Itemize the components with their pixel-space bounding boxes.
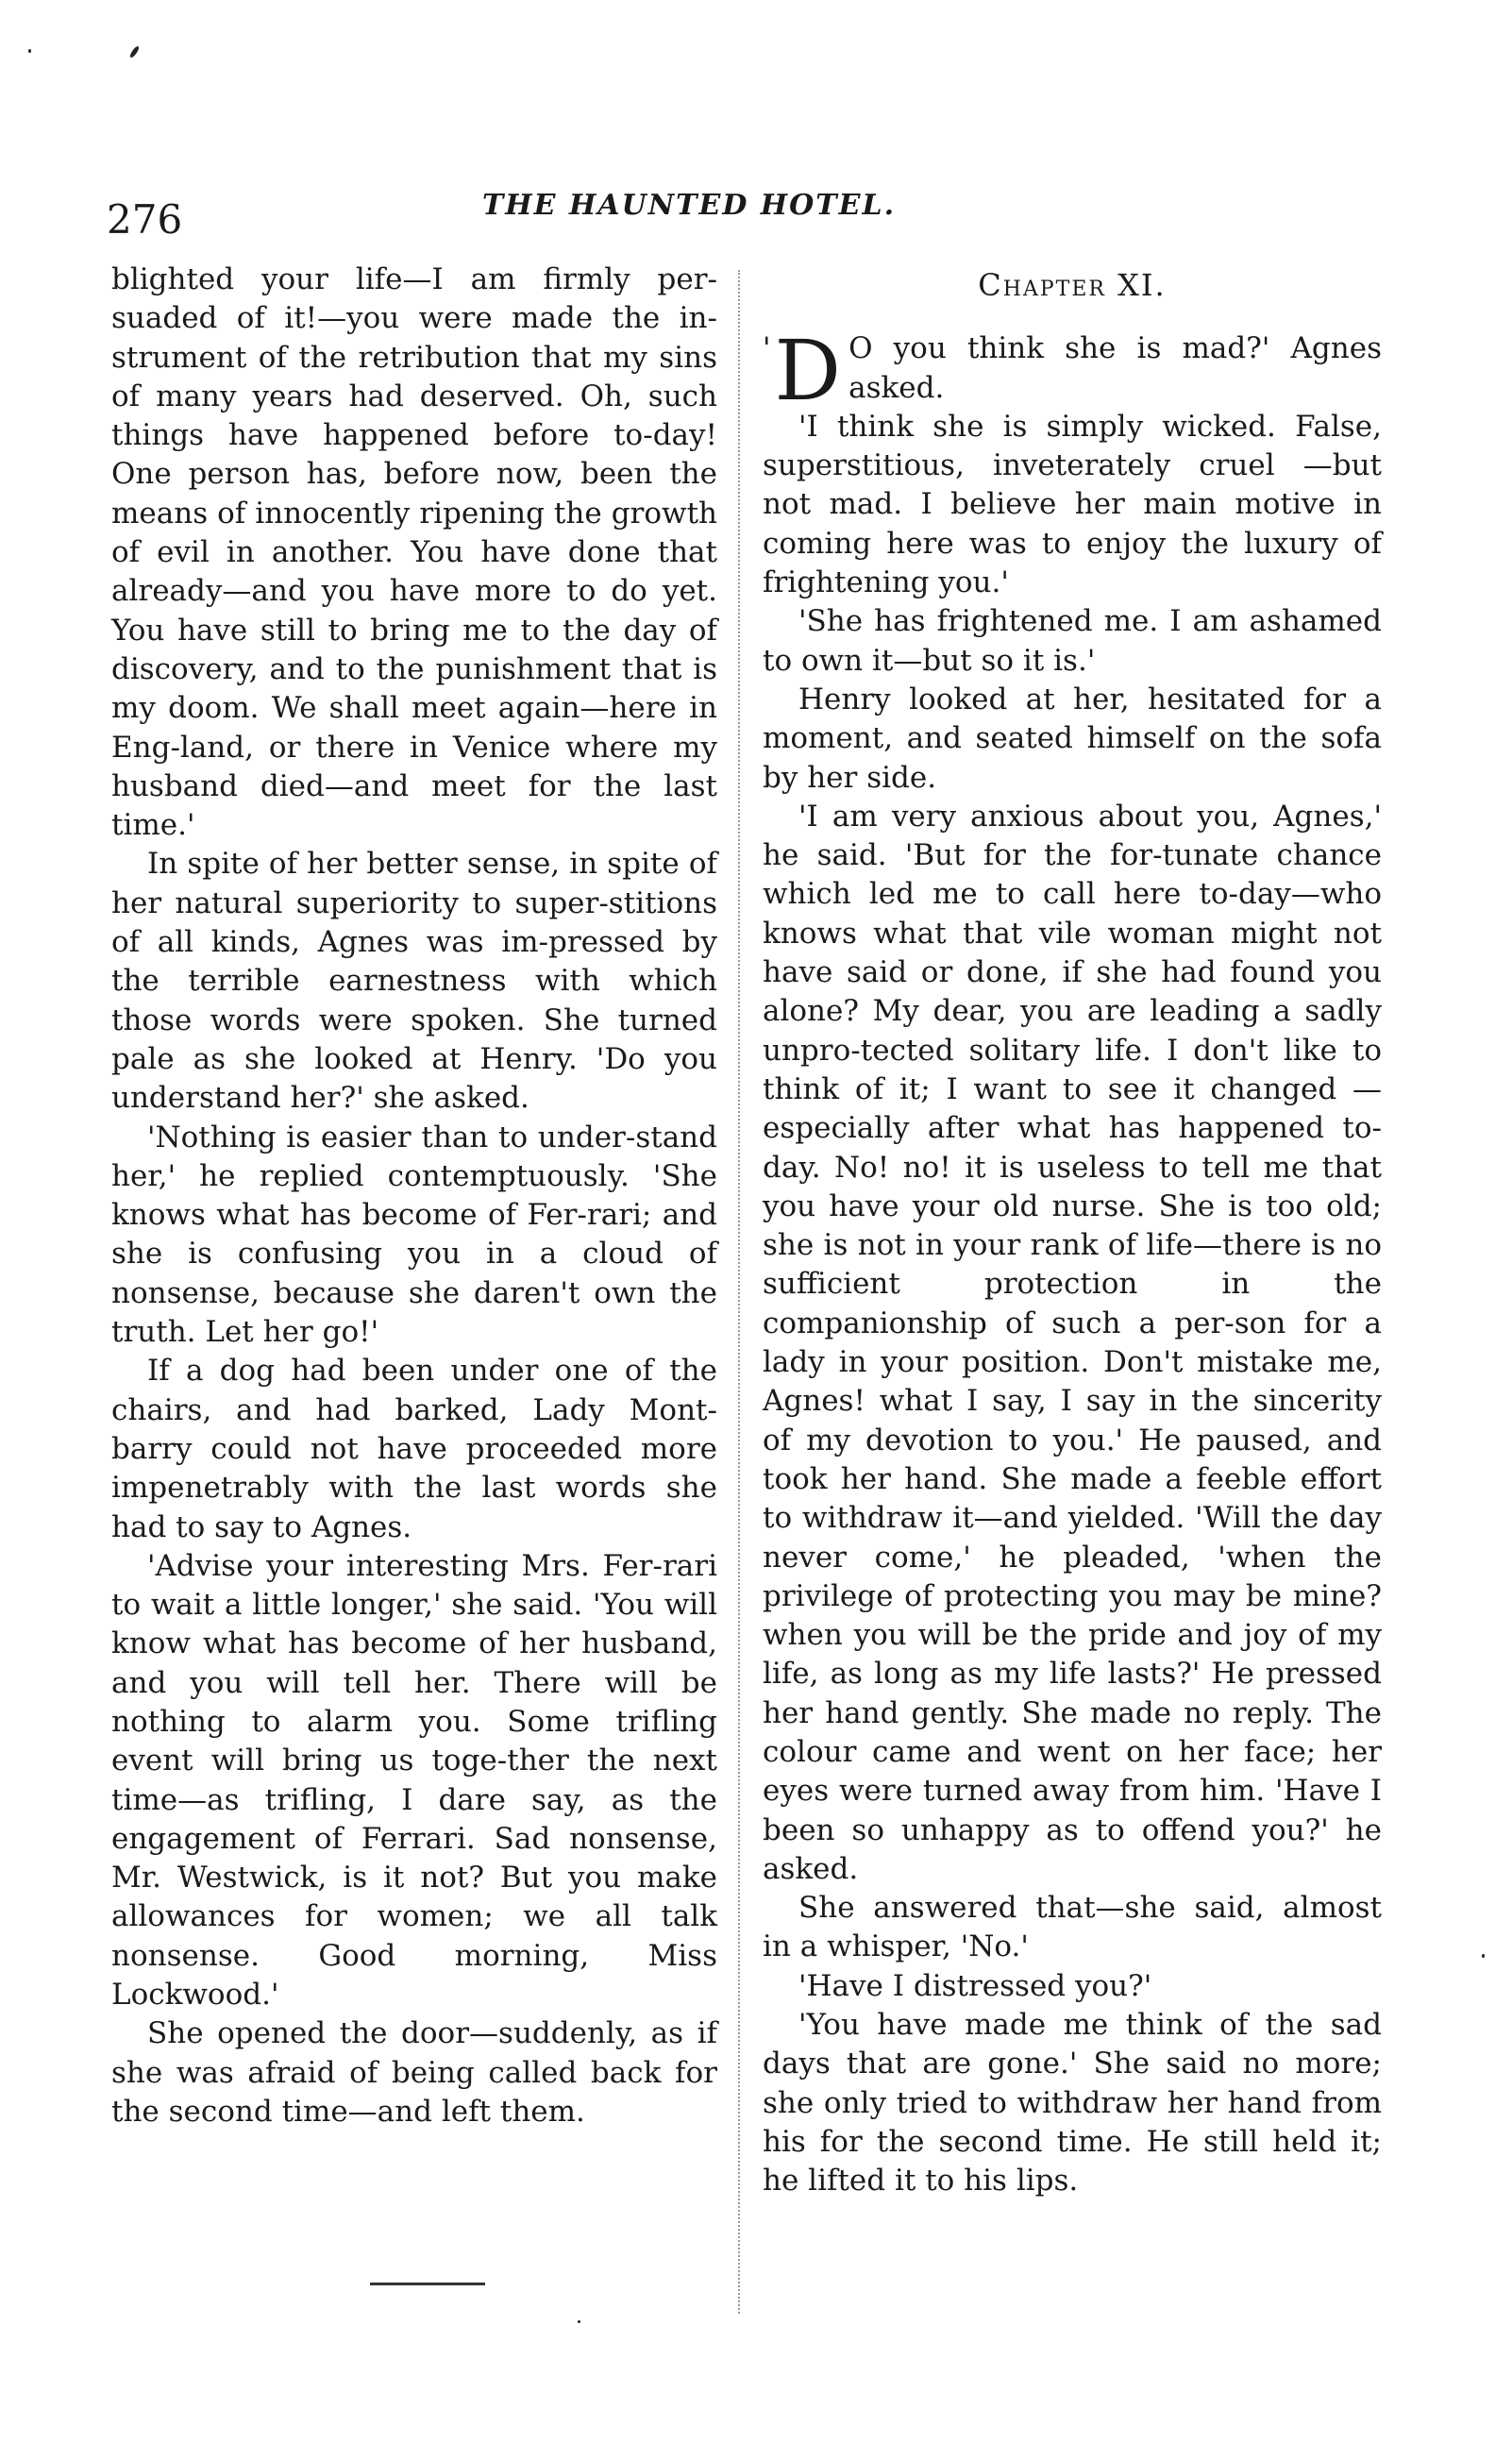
paragraph: She opened the door—suddenly, as if she was afraid of being called back for the second time—and left them. (111, 2016, 717, 2129)
paragraph: 'Nothing is easier than to under-stand her,' he replied contemptuously. 'She knows what has become of Fer-rari; and she is confusing you in a cloud of nonsense, because she daren't own the truth. Let her go!' (111, 1120, 717, 1350)
paragraph: If a dog had been under one of the chairs, and had barked, Lady Mont-barry could not have proceeded more impenetrably with the last words she had to say to Agnes. (111, 1354, 717, 1544)
scan-speck (578, 2320, 580, 2323)
paragraph: She answered that—she said, almost in a whisper, 'No.' (763, 1891, 1382, 1964)
opening-paragraph (763, 322, 1382, 420)
chapter-heading: Chapter XI. (978, 267, 1167, 303)
scan-speck (128, 45, 140, 59)
paragraph: 'Advise your interesting Mrs. Fer-rari to wait a little longer,' she said. 'You will know what has become of her husband, and you will tell her. There will be nothing to alarm you. Some trifling event will bring us toge-ther the next time—as trifling, I dare say, as the engagement of Ferrari. Sad nonsense, Mr. Westwick, is it not? But you make allowances for women; we all talk nonsense. Good morning, Miss Lockwood.' (111, 1548, 717, 2013)
paragraph: In spite of her better sense, in spite of her natural superiority to super-stitions of all kinds, Agnes was im-pressed by the terrible earnestness with which those words were spoken. She turned pale as she looked at Henry. 'Do you understand her?' she asked. (111, 847, 717, 1116)
paragraph: 'Have I distressed you?' (798, 1968, 1152, 2003)
paragraph: 'I am very anxious about you, Agnes,' he said. 'But for the for-tunate chance which led me to call here to-day—who knows what that vile woman might not have said or done, if she had found you alone? My dear, you are leading a sadly unpro-tected solitary life. I don't like to think of it; I want to see it changed —especially after what has happened to-day. No! no! it is useless to tell me that you have your old nurse. She is too old; she is not in your rank of life—there is no sufficient protection in the companionship of such a per-son for a lady in your position. Don't mistake me, Agnes! what I say, I say in the sincerity of my devotion to you.' He paused, and took her hand. She made a feeble effort to withdraw it—and yielded. 'Will the day never come,' he pleaded, 'when the privilege of protecting you may be mine? when you will be the pride and joy of my life, as long as my life lasts?' He pressed her hand gently. She made no reply. The colour came and went on her face; her eyes were turned away from him. 'Have I been so unhappy as to offend you?' he asked. (763, 799, 1382, 1886)
right-column (763, 266, 1382, 2201)
section-end-rule (370, 2283, 485, 2285)
left-column (111, 261, 717, 2131)
scan-speck (28, 49, 31, 53)
paragraph: 'She has frightened me. I am ashamed to own it—but so it is.' (763, 604, 1382, 678)
running-title: THE HAUNTED HOTEL. (481, 189, 897, 222)
paragraph: 'I think she is simply wicked. False, superstitious, inveterately cruel —but not mad. I believe her main motive in coming here was to enjoy the luxury of frightening you.' (763, 409, 1382, 600)
paragraph: Henry looked at her, hesitated for a moment, and seated himself on the sofa by her side. (763, 682, 1382, 795)
opening-quote: ' (763, 331, 771, 366)
scan-speck (1482, 1954, 1485, 1958)
paragraph: 'You have made me think of the sad days that are gone.' She said no more; she only tried to withdraw her hand from his for the second time. He still held it; he lifted it to his lips. (763, 2008, 1382, 2199)
column-divider (738, 270, 740, 2314)
drop-cap: D (774, 322, 842, 420)
opening-text: O you think she is mad?' Agnes asked. (848, 331, 1382, 405)
paragraph: blighted your life—I am firmly per-suaded of it!—you were made the in-strument of the retribution that my sins of many years had deserved. Oh, such things have happened before to-day! One person has, before now, been the means of innocently ripening the growth of evil in another. You have done that already—and you have more to do yet. You have still to bring me to the day of discovery, and to the punishment that is my doom. We shall meet again—here in Eng-land, or there in Venice where my husband died—and meet for the last time.' (111, 262, 717, 843)
page-number: 276 (107, 196, 183, 243)
